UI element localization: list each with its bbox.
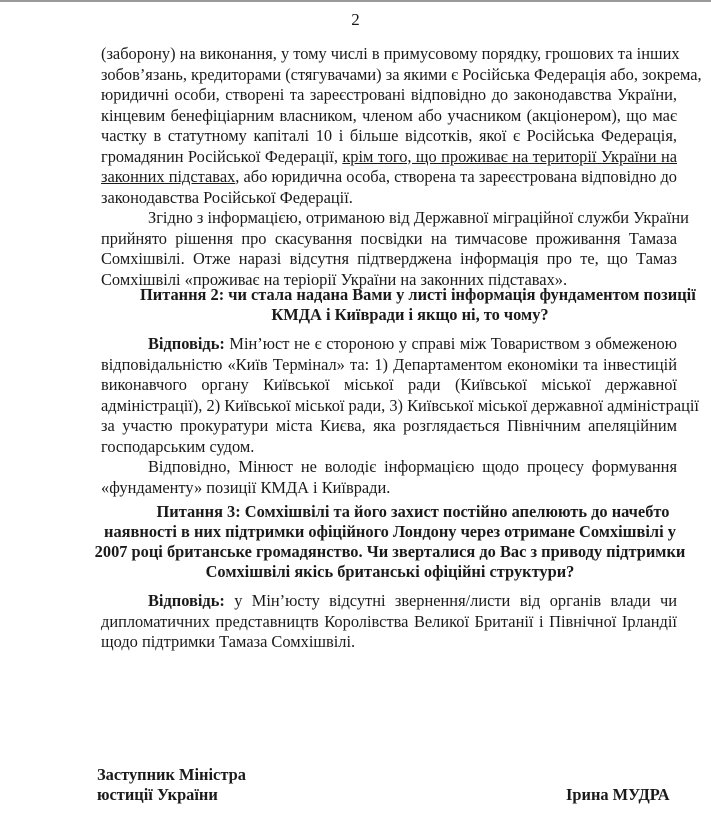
text-line: юридичні особи, створені та зареєстровані відповідно до законодавства України, [101,85,677,104]
text-line: господарським судом. [101,436,255,456]
text-line: Сомхішвілі «проживає на теріорії України на законних підставах». [101,269,568,289]
underlined-text: крім того, що проживає на території України на [342,146,677,166]
text-line: відповідальністю «Київ Термінал» та: 1) Департаментом економіки та інвестицій [101,354,677,374]
page-number: 2 [351,10,360,29]
text-span: громадянин Російської Федерації, [101,146,343,166]
text-span: , або юридична особа, створена та зареєстрована відповідно до [235,167,677,186]
heading-line: наявності в них підтримки офіційного Лондону через отримане Сомхішвілі у [104,522,676,541]
answer-label: Відповідь: [148,591,225,610]
text-line: законодавства Російської Федерації. [101,187,353,207]
signatory-name: Ірина МУДРА [566,785,670,804]
signatory-position: юстиції України [97,785,218,804]
text-line: Відповідно, Мінюст не володіє інформацією щодо процесу формування [148,457,677,476]
text-line: дипломатичних представництв Королівства Великої Британії і Північної Ірландії [101,611,677,631]
text-line [101,147,677,167]
heading-line: КМДА і Київради і якщо ні, то чому? [271,305,549,324]
underlined-text: законних підставах [101,167,236,186]
text-span: у Мін’юсту відсутні звернення/листи від органів влади чи [224,591,677,610]
text-line: прийнято рішення про скасування посвідки на тимчасове проживання Тамаза [101,228,677,248]
heading-line: 2007 році британське громадянство. Чи зверталися до Вас з приводу підтримки [94,542,686,561]
text-line: щодо підтримки Тамаза Сомхішвілі. [101,632,356,651]
text-line: Згідно з інформацією, отриманою від Державної міграційної служби України [148,208,689,227]
heading-line: Питання 3: Сомхішвілі та його захист постійно апелюють до начебто [156,502,670,521]
text-line: (заборону) на виконання, у тому числі в примусовому порядку, грошових та інших [101,44,680,63]
text-line: виконавчого органу Київської міської ради (Київської міської державної [101,375,677,394]
heading-line: Сомхішвілі якісь британські офіційні структури? [205,562,575,581]
text-line: кінцевим бенефіціарним власником, членом або учасником (акціонером), що має [101,105,677,125]
text-line: частку в статутному капіталі 10 і більше відсотків, якої є Російська Федерація, [101,126,677,145]
heading-line: Питання 2: чи стала надана Вами у листі інформація фундаментом позиції [140,285,696,304]
text-line [148,334,677,354]
text-line: Сомхішвілі. Отже наразі відсутня підтверджена інформація про те, що Тамаз [101,249,677,268]
text-line [148,591,677,611]
text-line: «фундаменту» позиції КМДА і Київради. [101,477,391,497]
text-span: Мін’юст не є стороною у справі між Товариством з обмеженою [224,334,677,353]
text-line: за участю прокуратури міста Києва, яка розглядається Північним апеляційним [101,416,677,435]
answer-label: Відповідь: [148,334,225,353]
text-line: адміністрації), 2) Київської міської ради, 3) Київської міської державної адміністрації [101,395,699,415]
top-border [0,0,711,2]
text-line: зобов’язань, кредиторами (стягувачами) за якими є Російська Федерація або, зокрема, [101,64,702,84]
text-line [101,167,677,187]
signatory-position: Заступник Міністра [97,765,246,784]
